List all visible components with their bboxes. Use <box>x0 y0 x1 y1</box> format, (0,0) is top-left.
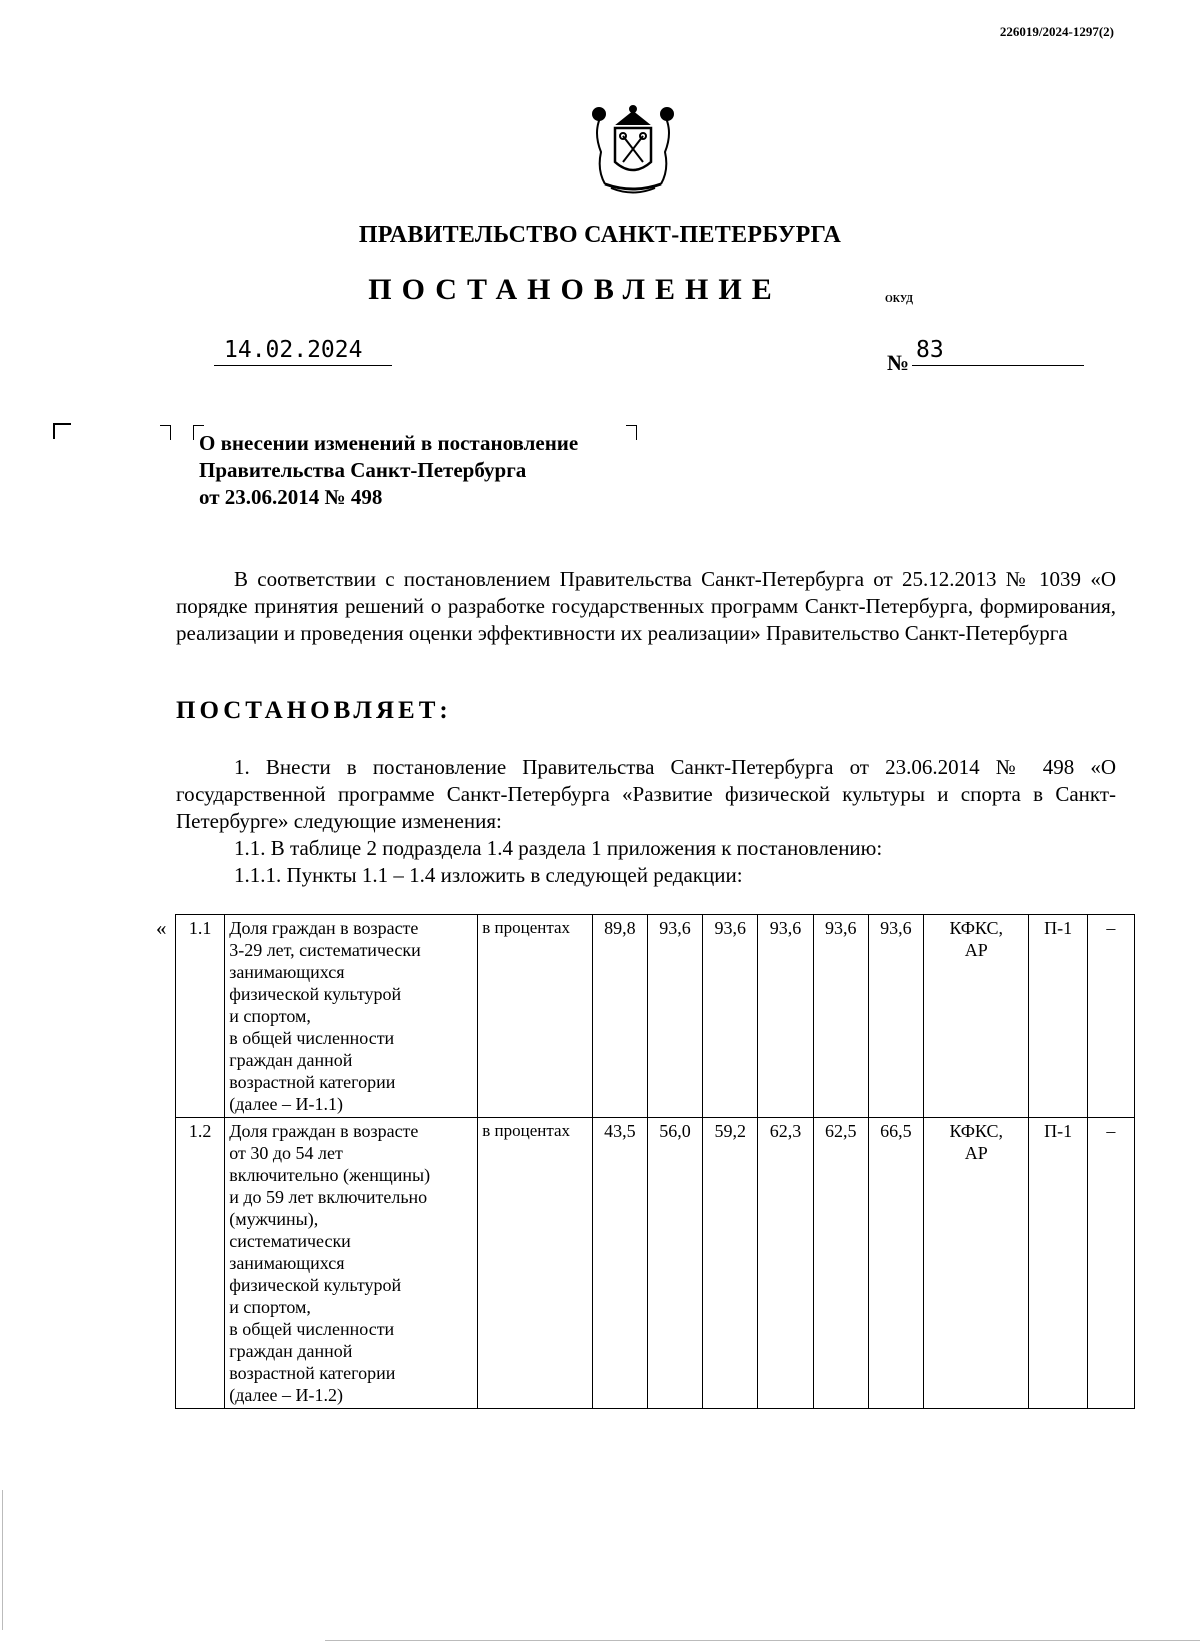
value-cell: 93,6 <box>647 915 702 1118</box>
value-cell: 43,5 <box>592 1118 647 1409</box>
value-cell: 93,6 <box>813 915 868 1118</box>
responsible-cell: КФКС, АР <box>924 915 1029 1118</box>
responsible-cell: КФКС, АР <box>924 1118 1029 1409</box>
government-title: ПРАВИТЕЛЬСТВО САНКТ-ПЕТЕРБУРГА <box>358 222 842 248</box>
scan-bottom-line <box>325 1640 1200 1641</box>
coat-of-arms-emblem <box>583 102 683 197</box>
preamble-paragraph: В соответствии с постановлением Правительства Санкт-Петербурга от 25.12.2013 № 1039 «О порядке принятия решений о разработке государственных программ Санкт-Петербурга, формирования, реализации и проведения оценки эффективности их реализации» Правительство Санкт-Петербурга <box>176 567 1116 645</box>
indicator-name: Доля граждан в возрасте от 30 до 54 лет включительно (женщины) и до 59 лет включительно (мужчины), систематически занимающихся физической культурой и спортом, в общей численности граждан данной возрастной категории (далее – И-1.2) <box>225 1118 478 1409</box>
table-row <box>176 915 1135 1118</box>
document-number: 83 <box>912 337 1084 366</box>
value-cell: 62,3 <box>758 1118 813 1409</box>
corner-mark <box>53 423 71 439</box>
value-cell: 93,6 <box>703 915 758 1118</box>
item-1-1-1-paragraph: 1.1.1. Пункты 1.1 – 1.4 изложить в следующей редакции: <box>234 863 743 887</box>
indicators-table <box>175 914 1135 1409</box>
value-cell: 59,2 <box>703 1118 758 1409</box>
note-cell: – <box>1087 1118 1134 1409</box>
scan-edge-line <box>2 1490 3 1630</box>
code-cell: П-1 <box>1029 1118 1087 1409</box>
corner-mark <box>626 425 637 440</box>
value-cell: 62,5 <box>813 1118 868 1409</box>
item-1-paragraph: 1. Внести в постановление Правительства Санкт-Петербурга от 23.06.2014 № 498 «О государственной программе Санкт-Петербурга «Развитие физической культуры и спорта в Санкт-Петербурге» следующие изменения: <box>176 755 1116 833</box>
corner-mark <box>160 425 171 440</box>
row-number: 1.2 <box>176 1118 225 1409</box>
okud-label: ОКУД <box>885 294 914 305</box>
unit-cell: в процентах <box>478 915 592 1118</box>
subject-line: Правительства Санкт-Петербурга <box>199 458 527 482</box>
unit-cell: в процентах <box>478 1118 592 1409</box>
note-cell: – <box>1087 915 1134 1118</box>
number-sign: № <box>887 350 910 375</box>
document-date: 14.02.2024 <box>214 337 392 366</box>
value-cell: 93,6 <box>758 915 813 1118</box>
code-cell: П-1 <box>1029 915 1087 1118</box>
table-row <box>176 1118 1135 1409</box>
subject-line: от 23.06.2014 № 498 <box>199 485 383 509</box>
document-subject <box>199 430 578 511</box>
value-cell: 93,6 <box>868 915 923 1118</box>
document-type-title: ПОСТАНОВЛЕНИЕ <box>368 273 782 306</box>
value-cell: 56,0 <box>647 1118 702 1409</box>
item-1-1-paragraph: 1.1. В таблице 2 подраздела 1.4 раздела 1 приложения к постановлению: <box>234 836 883 860</box>
value-cell: 66,5 <box>868 1118 923 1409</box>
row-number: 1.1 <box>176 915 225 1118</box>
open-quote-mark: « <box>156 916 167 940</box>
document-registration-number: 226019/2024-1297(2) <box>999 24 1114 39</box>
value-cell: 89,8 <box>592 915 647 1118</box>
subject-line: О внесении изменений в постановление <box>199 431 579 455</box>
resolves-heading: ПОСТАНОВЛЯЕТ: <box>176 697 452 724</box>
indicator-name: Доля граждан в возрасте 3-29 лет, систематически занимающихся физической культурой и спортом, в общей численности граждан данной возрастной категории (далее – И-1.1) <box>225 915 478 1118</box>
